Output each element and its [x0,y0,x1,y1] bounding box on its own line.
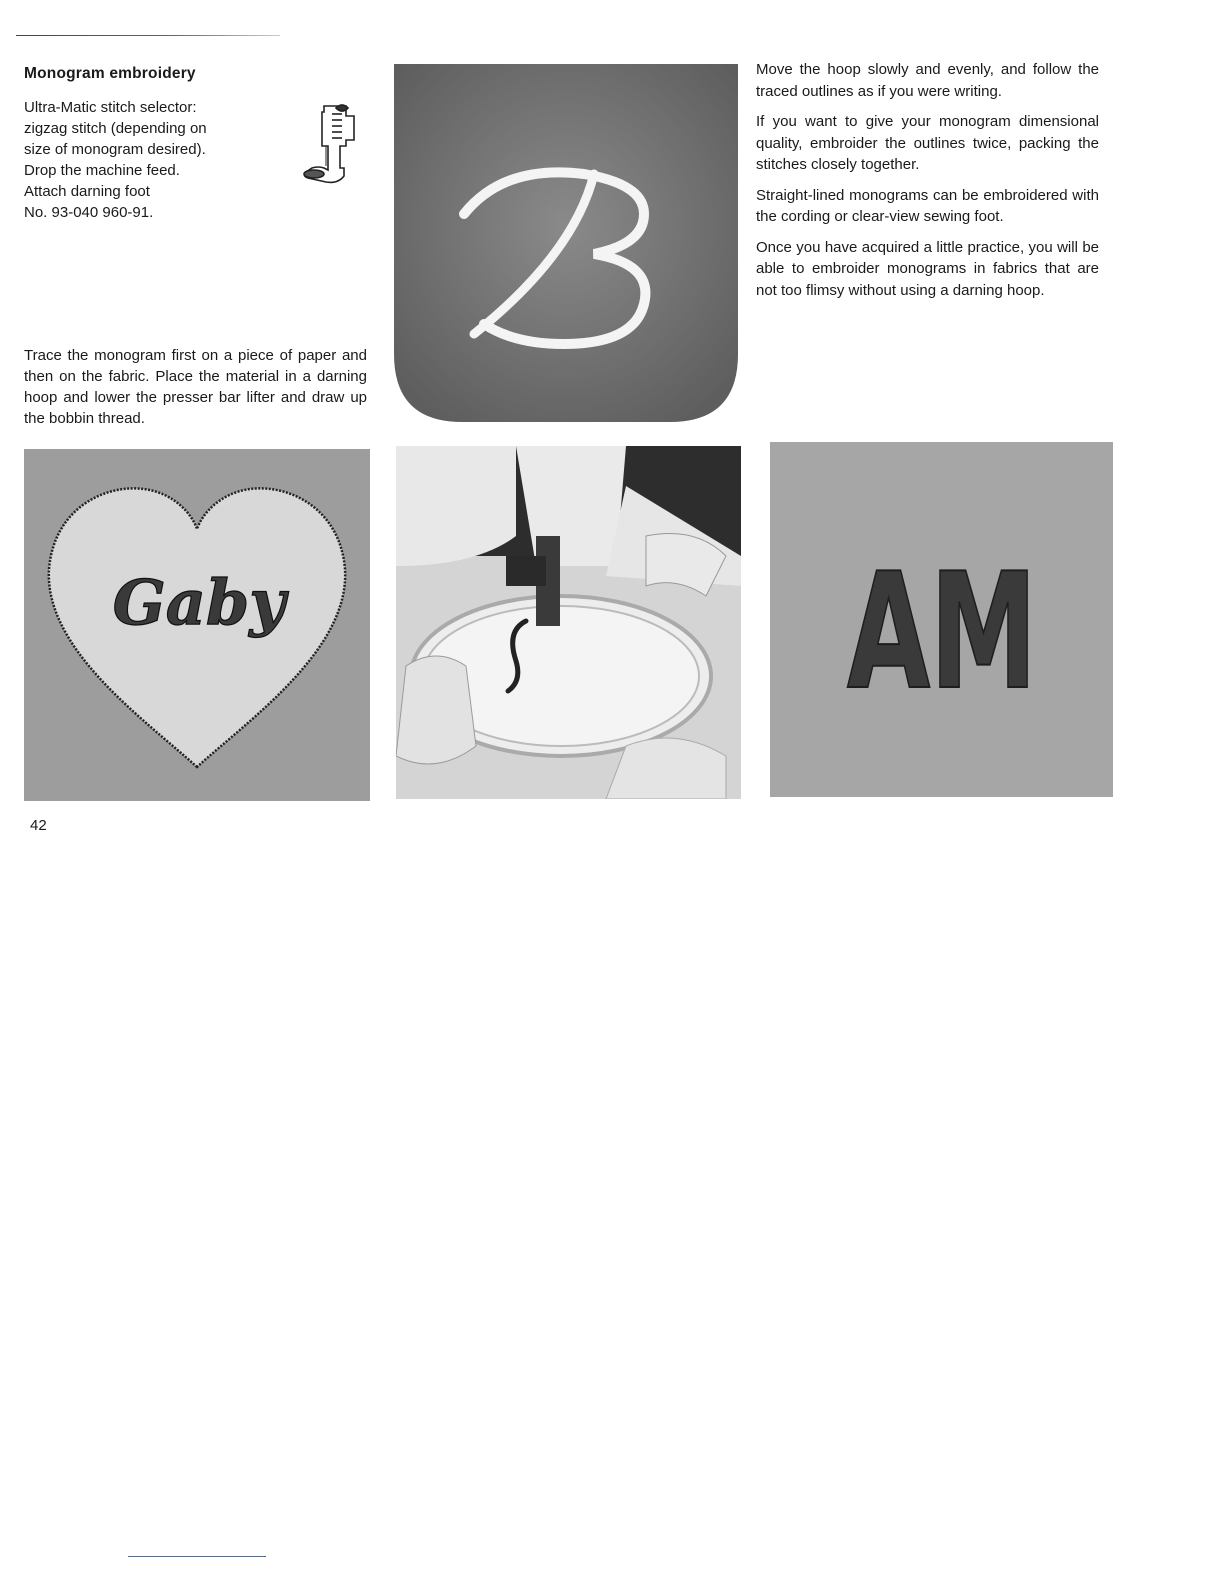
instruction-line: zigzag stitch (depending on [24,120,207,137]
right-paragraph: Straight-lined monograms can be embroidered with the cording or clear-view sewing foot. [756,186,1099,225]
am-monogram-photo [770,442,1113,797]
right-paragraph: Once you have acquired a little practice, you will be able to embroider monograms in fabrics that are not too flimsy without using a darning hoop. [756,238,1099,299]
page-number: 42 [30,817,47,834]
bottom-rule [128,1556,266,1557]
instruction-line: Drop the machine feed. [24,162,180,179]
darning-foot-icon [296,100,368,188]
am-text: AM [847,538,1037,725]
instruction-line: size of monogram desired). [24,141,206,158]
top-rule [16,35,280,36]
right-paragraph: Move the hoop slowly and evenly, and follow the traced outlines as if you were writing. [756,61,1099,100]
b-monogram-photo [394,64,738,422]
heart-gaby-photo [24,449,370,801]
trace-paragraph: Trace the monogram first on a piece of paper and then on the fabric. Place the material in a darning hoop and lower the presser bar lifter and draw up the bobbin thread. [24,347,367,427]
machine-hoop-photo [396,446,741,799]
right-column [756,59,1099,310]
instruction-line: Attach darning foot [24,183,150,200]
instruction-list [24,97,294,223]
right-paragraph: If you want to give your monogram dimensional quality, embroider the outlines twice, packing the stitches closely together. [756,113,1099,173]
instruction-line: No. 93-040 960-91. [24,204,154,221]
instruction-line: Ultra-Matic stitch selector: [24,99,197,116]
heart-text: Gaby [112,566,286,639]
section-title: Monogram embroidery [24,65,196,82]
